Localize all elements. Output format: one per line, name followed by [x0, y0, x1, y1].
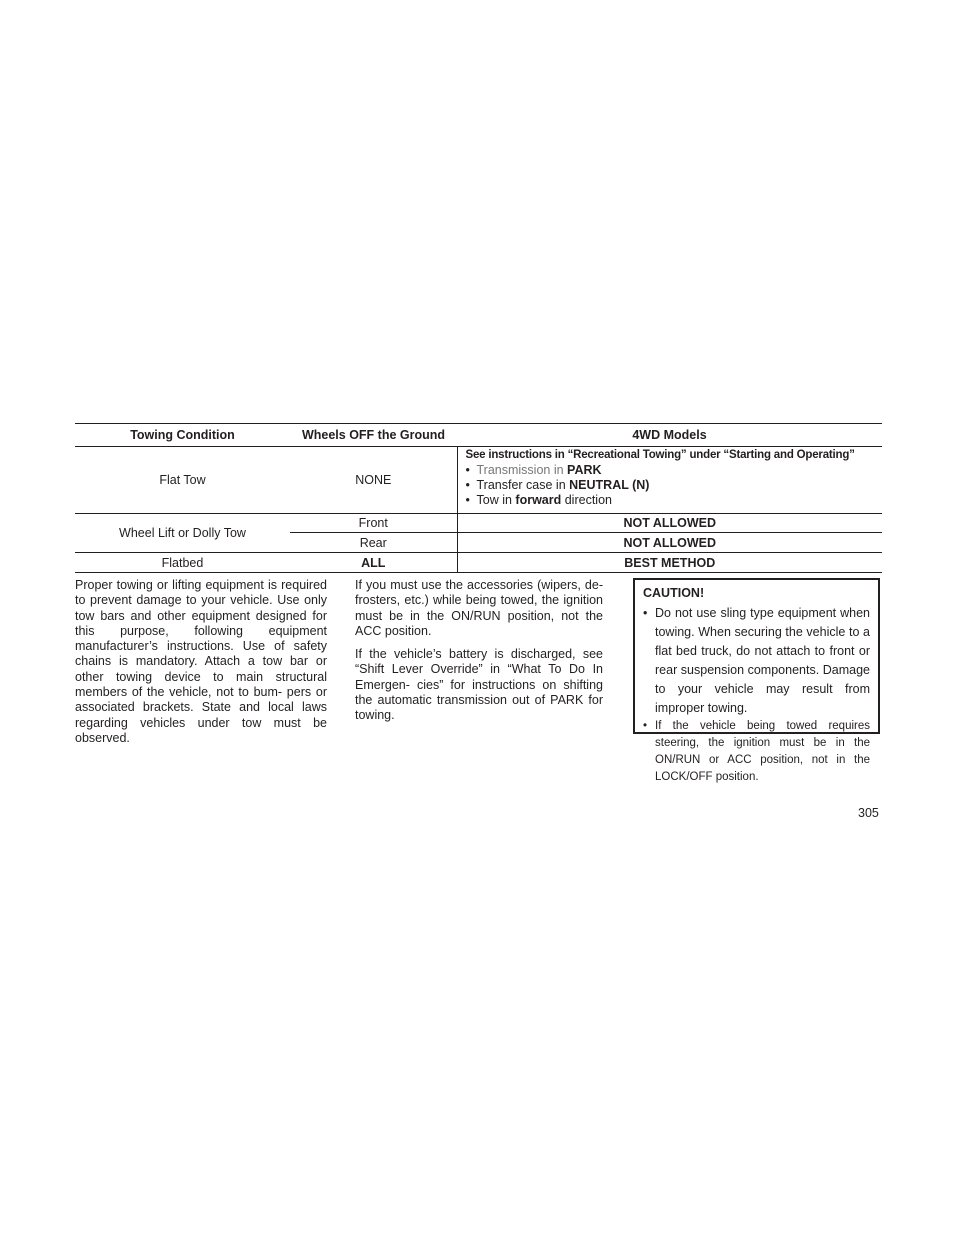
header-towing-condition: Towing Condition	[130, 428, 235, 442]
list-item	[466, 478, 883, 493]
wheel-lift-front-value: NOT ALLOWED	[457, 514, 882, 533]
step-after: direction	[561, 493, 612, 507]
caution-list	[643, 604, 870, 786]
flatbed-value: BEST METHOD	[457, 553, 882, 573]
flat-tow-instructions: See instructions in “Recreational Towing” under “Starting and Operating”	[465, 449, 855, 461]
battery-paragraph: If the vehicle’s battery is discharged, see “Shift Lever Override” in “What To Do In Emergen- cies” for instructions on shifting the automatic transmission out of PARK for towing.	[355, 647, 603, 723]
list-item	[466, 493, 883, 508]
bullet: •	[643, 606, 648, 620]
page-number: 305	[858, 806, 879, 820]
step-text: Transmission in	[476, 463, 568, 477]
wheel-lift-condition: Wheel Lift or Dolly Tow	[75, 514, 290, 553]
list-item	[643, 718, 870, 786]
table-row-flatbed	[75, 553, 882, 573]
towing-table	[75, 423, 882, 573]
flatbed-wheels: ALL	[290, 553, 457, 573]
table-row-wheel-lift-front	[75, 514, 882, 533]
caution-title: CAUTION!	[643, 586, 705, 600]
wheel-lift-front-wheels: Front	[290, 514, 457, 533]
flatbed-condition: Flatbed	[75, 553, 290, 573]
step-value: NEUTRAL (N)	[569, 478, 650, 492]
step-text: Tow in	[476, 493, 516, 507]
flat-tow-steps	[466, 463, 883, 508]
table-row-flat-tow	[75, 447, 882, 514]
step-value: forward	[515, 493, 562, 507]
caution-text: If the vehicle being towed requires steering, the ignition must be in the ON/RUN or ACC position, not in the LOCK/OFF position.	[655, 720, 870, 783]
flat-tow-instructions-cell	[457, 447, 882, 514]
step-text: Transfer case in	[476, 478, 570, 492]
bullet: •	[643, 720, 648, 732]
wheel-lift-rear-wheels: Rear	[290, 533, 457, 553]
caution-box	[633, 578, 880, 783]
bullet: •	[465, 493, 470, 507]
table-header-row	[75, 424, 882, 447]
flat-tow-condition: Flat Tow	[75, 447, 290, 514]
step-value: PARK	[567, 463, 602, 477]
header-wheels-off-ground: Wheels OFF the Ground	[301, 428, 446, 442]
bullet: •	[465, 463, 470, 477]
header-4wd-models: 4WD Models	[632, 428, 707, 442]
caution-text: Do not use sling type equipment when towing. When securing the vehicle to a flat bed truck, do not attach to front or rear suspension components. Damage to your vehicle may result from improper towing.	[655, 606, 870, 715]
towing-equipment-paragraph: Proper towing or lifting equipment is required to prevent damage to your vehicle. Use only tow bars and other equipment designed for this purpose, following equipment manufacturer’s instructions. Use of safety chains is mandatory. Attach a tow bar or other towing device to main structural members of the vehicle, not to bum- pers or associated brackets. State and local laws regarding vehicles under tow must be observed.	[75, 578, 327, 745]
list-item	[643, 604, 870, 718]
bullet: •	[465, 478, 470, 492]
flat-tow-wheels: NONE	[290, 447, 457, 514]
list-item	[466, 463, 883, 478]
accessories-paragraph: If you must use the accessories (wipers, de- frosters, etc.) while being towed, the ignition must be in the ON/RUN position, not the ACC position.	[355, 578, 603, 638]
wheel-lift-rear-value: NOT ALLOWED	[457, 533, 882, 553]
accessories-column	[355, 578, 603, 732]
